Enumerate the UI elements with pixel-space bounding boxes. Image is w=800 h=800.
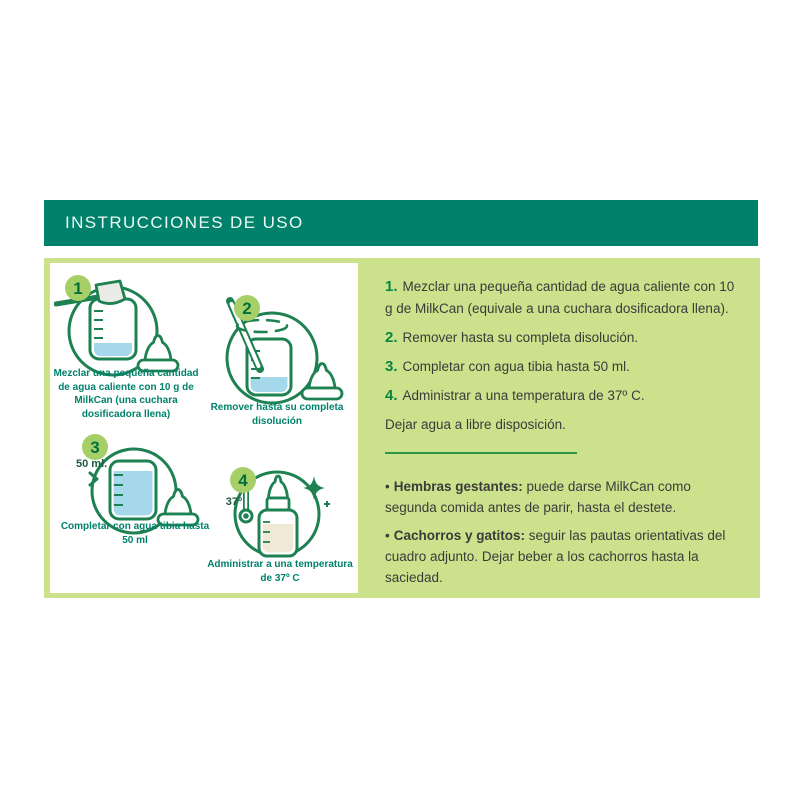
header-bar bbox=[44, 200, 758, 246]
divider bbox=[385, 452, 577, 454]
water bbox=[94, 343, 132, 356]
bullet-marker: • bbox=[385, 479, 390, 494]
page-title: INSTRUCCIONES DE USO bbox=[65, 213, 304, 232]
step-number-badge bbox=[65, 275, 91, 301]
step-4-caption: Administrar a una temperatura de 37º C bbox=[207, 559, 353, 584]
step-number-badge bbox=[234, 295, 260, 321]
item-number: 2. bbox=[385, 329, 398, 346]
item-text: Mezclar una pequeña cantidad de agua caliente con 10 g de MilkCan (equivale a una cuchara dosificadora llena). bbox=[385, 279, 735, 316]
water bbox=[114, 471, 153, 516]
bullet-lead: Hembras gestantes: bbox=[393, 479, 523, 494]
bullet-text: puede darse MilkCan como segunda comida antes de parir, hasta el destete. bbox=[385, 479, 691, 515]
instruction-item bbox=[385, 327, 743, 349]
volume-annotation: 50 ml. bbox=[76, 458, 108, 470]
instruction-item bbox=[385, 276, 743, 320]
instruction-item bbox=[385, 356, 743, 378]
item-number: 4. bbox=[385, 387, 398, 404]
temperature-annotation: 37º bbox=[225, 496, 242, 508]
milk bbox=[263, 524, 294, 553]
step-2-caption: Remover hasta su completa disolución bbox=[210, 402, 344, 427]
bullet-text: seguir las pautas orientativas del cuadro adjunto. Dejar beber a los cachorros hasta la saciedad. bbox=[385, 528, 726, 585]
step-number-badge bbox=[82, 434, 108, 460]
item-number: 3. bbox=[385, 358, 398, 375]
water bbox=[251, 377, 288, 392]
bullet-lead: Cachorros y gatitos: bbox=[393, 528, 526, 543]
svg-text:3: 3 bbox=[90, 438, 100, 457]
measuring-cup-icon bbox=[110, 461, 156, 519]
instructions-text bbox=[385, 276, 743, 595]
item-text: Completar con agua tibia hasta 50 ml. bbox=[402, 359, 630, 374]
bullet-item bbox=[385, 476, 743, 518]
steps-card bbox=[50, 263, 358, 593]
bullet-item bbox=[385, 525, 743, 588]
bullet-marker: • bbox=[385, 528, 390, 543]
instructions-panel bbox=[44, 258, 760, 598]
item-text: Remover hasta su completa disolución. bbox=[402, 330, 639, 345]
step-1-caption: Mezclar una pequeña cantidad de agua caliente con 10 g de MilkCan (una cuchara dosificadora llena) bbox=[53, 368, 199, 420]
svg-text:2: 2 bbox=[242, 299, 252, 318]
item-text: Administrar a una temperatura de 37º C. bbox=[402, 388, 645, 403]
free-water-note: Dejar agua a libre disposición. bbox=[385, 417, 566, 432]
instruction-item bbox=[385, 385, 743, 407]
item-number: 1. bbox=[385, 278, 398, 295]
step-number-badge bbox=[230, 467, 256, 493]
step-3-caption: Completar con agua tibia hasta 50 ml bbox=[60, 521, 210, 546]
svg-text:4: 4 bbox=[238, 471, 248, 490]
measuring-cup-icon bbox=[90, 299, 136, 359]
svg-text:1: 1 bbox=[73, 279, 83, 298]
